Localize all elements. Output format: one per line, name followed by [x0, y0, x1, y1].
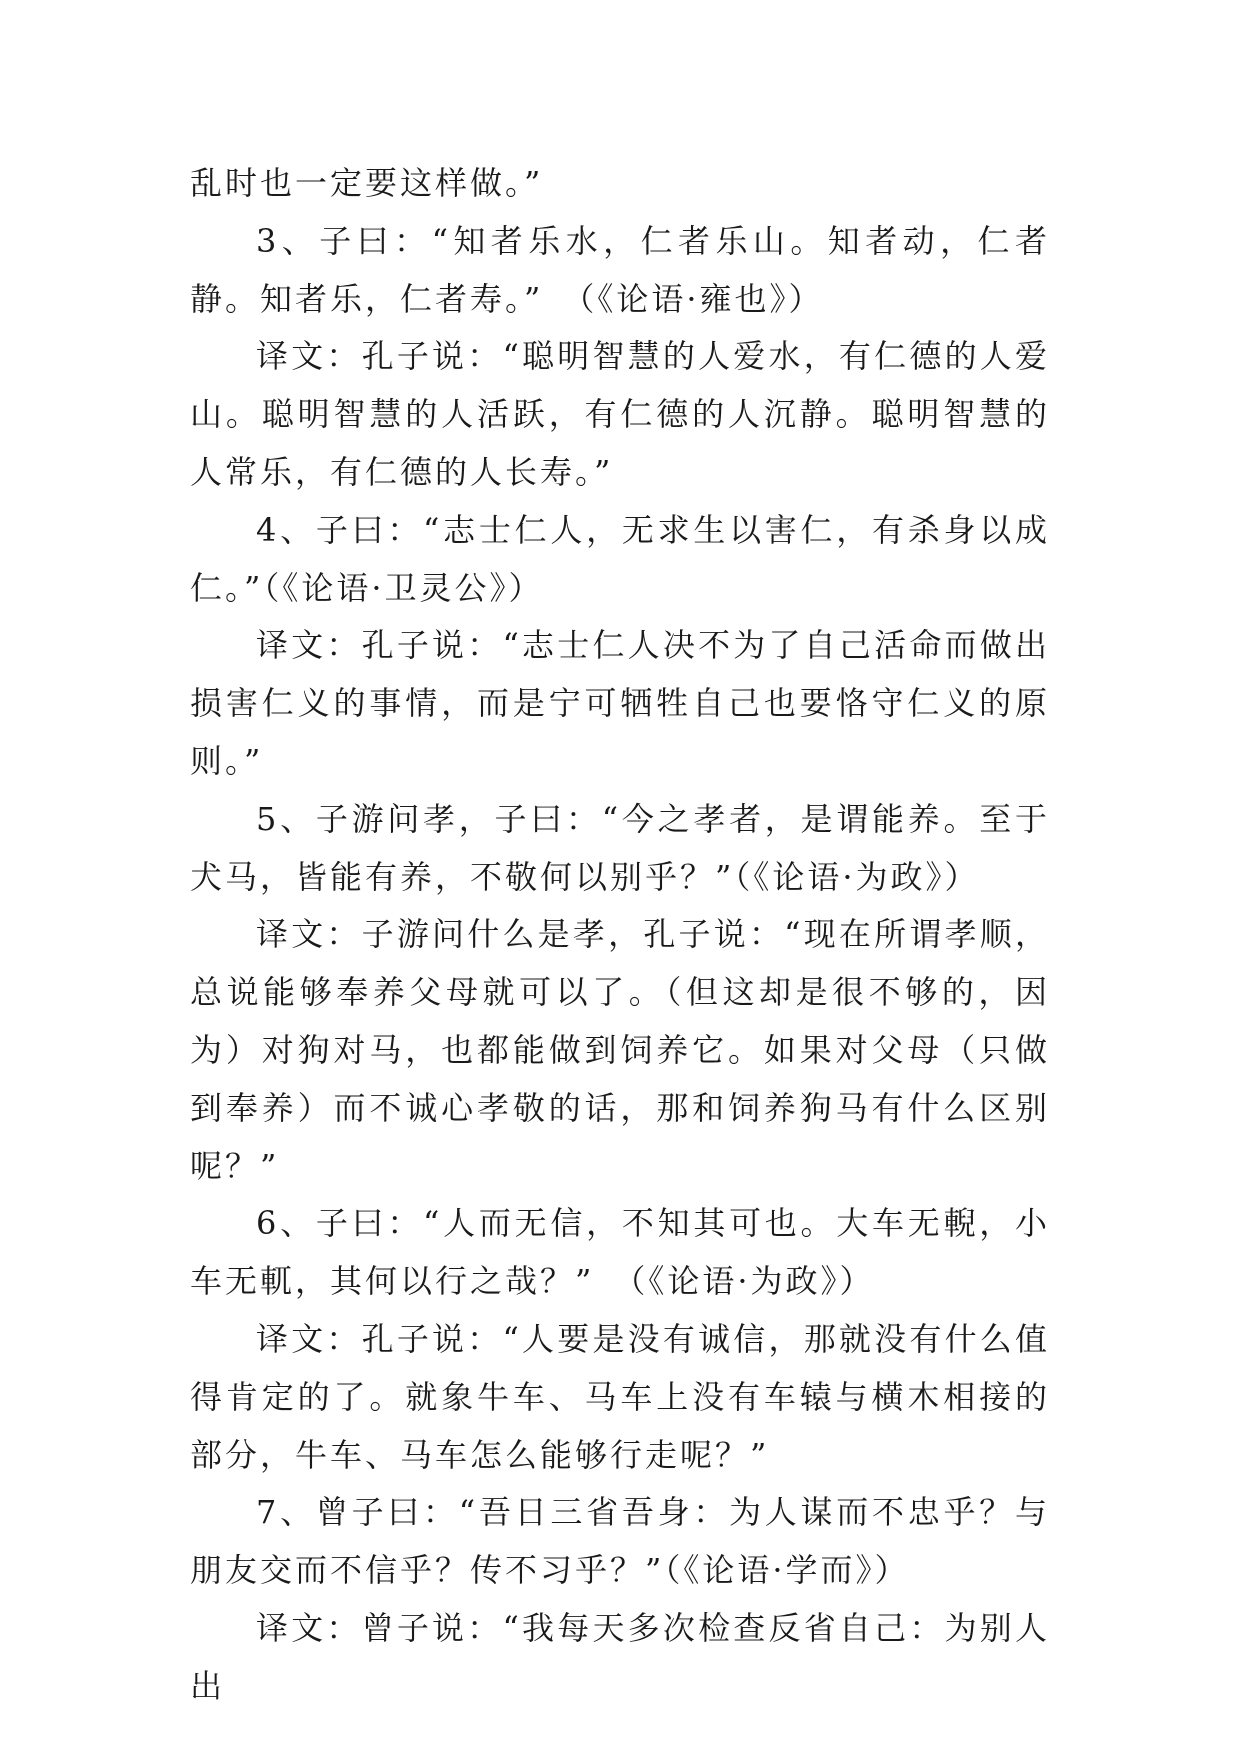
paragraph-quote-5: 5、子游问孝，子曰：“今之孝者，是谓能养。至于犬马，皆能有养，不敬何以别乎？”（《论语·为政》）: [190, 799, 1050, 896]
document-body: [190, 155, 1050, 1716]
paragraph-quote-4: 4、子曰：“志士仁人，无求生以害仁，有杀身以成仁。”（《论语·卫灵公》）: [190, 510, 1050, 607]
paragraph-translation-4: 译文：孔子说：“志士仁人决不为了自己活命而做出损害仁义的事情，而是宁可牺牲自己也要恪守仁义的原则。”: [190, 626, 1050, 780]
paragraph-quote-7: 7、曾子曰：“吾日三省吾身：为人谋而不忠乎？与朋友交而不信乎？传不习乎？”（《论语·学而》）: [190, 1493, 1050, 1590]
paragraph-translation-6: 译文：孔子说：“人要是没有诚信，那就没有什么值得肯定的了。就象牛车、马车上没有车辕与横木相接的部分，牛车、马车怎么能够行走呢？”: [190, 1319, 1050, 1474]
paragraph-translation-7: 译文：曾子说：“我每天多次检查反省自己：为别人出: [190, 1608, 1050, 1705]
paragraph-quote-6: 6、子曰：“人而无信，不知其可也。大车无輗，小车无軏，其何以行之哉？” （《论语·为政》）: [190, 1204, 1050, 1301]
paragraph-translation-3: 译文：孔子说：“聪明智慧的人爱水，有仁德的人爱山。聪明智慧的人活跃，有仁德的人沉静。聪明智慧的人常乐，有仁德的人长寿。”: [190, 337, 1050, 491]
paragraph-continuation: 乱时也一定要这样做。”: [190, 164, 544, 202]
paragraph-translation-5: 译文：子游问什么是孝，孔子说：“现在所谓孝顺，总说能够奉养父母就可以了。（但这却是很不够的，因为）对狗对马，也都能做到饲养它。如果对父母（只做到奉养）而不诚心孝敬的话，那和饲养狗马有什么区别呢？”: [190, 915, 1050, 1185]
paragraph-quote-3: 3、子曰：“知者乐水，仁者乐山。知者动，仁者静。知者乐，仁者寿。” （《论语·雍也》）: [190, 221, 1050, 318]
